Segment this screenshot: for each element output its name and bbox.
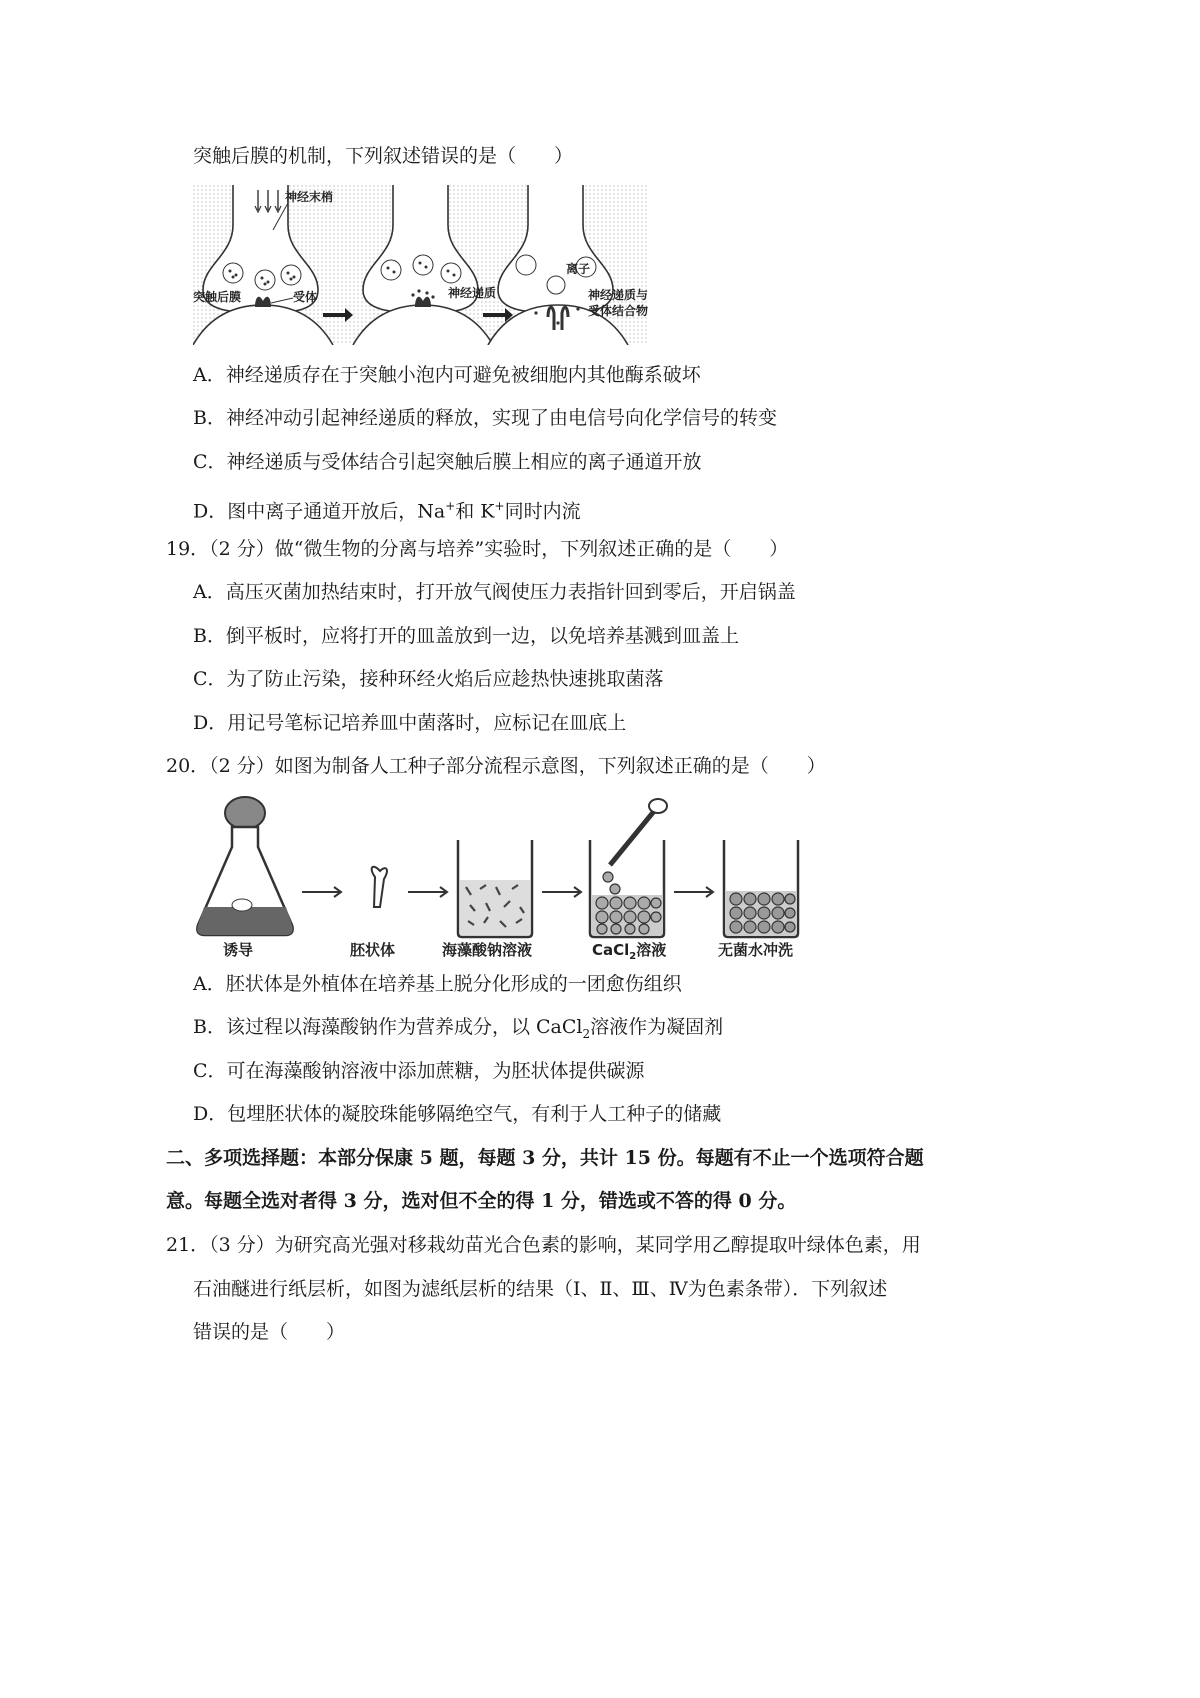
q21-line-2: 石油醚进行纸层析，如图为滤纸层析的结果（Ⅰ、Ⅱ、Ⅲ、Ⅳ为色素条带）．下列叙述: [193, 1278, 888, 1300]
q20-option-a: A．胚状体是外植体在培养基上脱分化形成的一团愈伤组织: [193, 973, 682, 995]
section2-line-1: 二、多项选择题：本部分保康 5 题，每题 3 分，共计 15 份。每题有不止一个选项符合题: [166, 1147, 924, 1169]
q19-stem: 19．（2 分）做“微生物的分离与培养”实验时，下列叙述正确的是（ ）: [166, 538, 789, 560]
q19-option-a: A．高压灭菌加热结束时，打开放气阀使压力表指针回到零后，开启锅盖: [193, 581, 796, 603]
induce-label: 诱导: [223, 941, 254, 959]
cacl2-label: CaCl$_2$溶液: [592, 941, 667, 960]
q21-line-1: 21．（3 分）为研究高光强对移栽幼苗光合色素的影响，某同学用乙醇提取叶绿体色素，用: [166, 1234, 921, 1256]
q20-stem: 20．（2 分）如图为制备人工种子部分流程示意图，下列叙述正确的是（ ）: [166, 755, 826, 777]
q19-option-b: B．倒平板时，应将打开的皿盖放到一边，以免培养基溅到皿盖上: [193, 625, 739, 647]
complex-label-2: 受体结合物: [588, 304, 648, 318]
ion-label: 离子: [566, 262, 591, 276]
artificial-seed-figure: [190, 795, 820, 960]
q18-option-a: A．神经递质存在于突触小泡内可避免被细胞内其他酶系破坏: [193, 364, 701, 386]
alginate-label: 海藻酸钠溶液: [442, 941, 533, 959]
arrow-icon: [542, 887, 581, 897]
cacl2-beaker-icon: [590, 799, 667, 960]
q20-option-c: C．可在海藻酸钠溶液中添加蔗糖，为胚状体提供碳源: [193, 1060, 645, 1082]
transmitter-label: 神经递质: [448, 286, 497, 300]
arrow-icon: [408, 887, 447, 897]
complex-label-1: 神经递质与: [588, 288, 648, 302]
wash-beaker-icon: [718, 840, 798, 959]
q18-option-b: B．神经冲动引起神经递质的释放，实现了由电信号向化学信号的转变: [193, 407, 777, 429]
embryoid-icon: [350, 867, 395, 959]
q20-option-b: B．该过程以海藻酸钠作为营养成分，以 CaCl$_2$溶液作为凝固剂: [193, 1016, 724, 1041]
q18-option-d: D．图中离子通道开放后，Na+和 K+同时内流: [193, 499, 581, 523]
flask-icon: [197, 797, 292, 959]
section2-line-2: 意。每题全选对者得 3 分，选对但不全的得 1 分，错选或不答的得 0 分。: [166, 1190, 797, 1212]
receptor-label: 受体: [293, 290, 318, 304]
q19-option-d: D．用记号笔标记培养皿中菌落时，应标记在皿底上: [193, 712, 627, 734]
embryoid-label: 胚状体: [350, 941, 396, 959]
q21-line-3: 错误的是（ ）: [193, 1321, 346, 1343]
q20-option-d: D．包埋胚状体的凝胶珠能够隔绝空气，有利于人工种子的储藏: [193, 1103, 722, 1125]
q18-option-c: C．神经递质与受体结合引起突触后膜上相应的离子通道开放: [193, 451, 702, 473]
q19-option-c: C．为了防止污染，接种环经火焰后应趁热快速挑取菌落: [193, 668, 664, 690]
alginate-beaker-icon: [442, 840, 532, 959]
nerve-ending-label: 神经末梢: [285, 190, 334, 204]
arrow-icon: [674, 887, 713, 897]
arrow-icon: [302, 887, 341, 897]
postsynaptic-membrane-label: 突触后膜: [193, 290, 242, 304]
wash-label: 无菌水冲洗: [718, 941, 794, 959]
q18-stem: 突触后膜的机制，下列叙述错误的是（ ）: [193, 145, 574, 167]
synapse-figure: [193, 185, 648, 345]
